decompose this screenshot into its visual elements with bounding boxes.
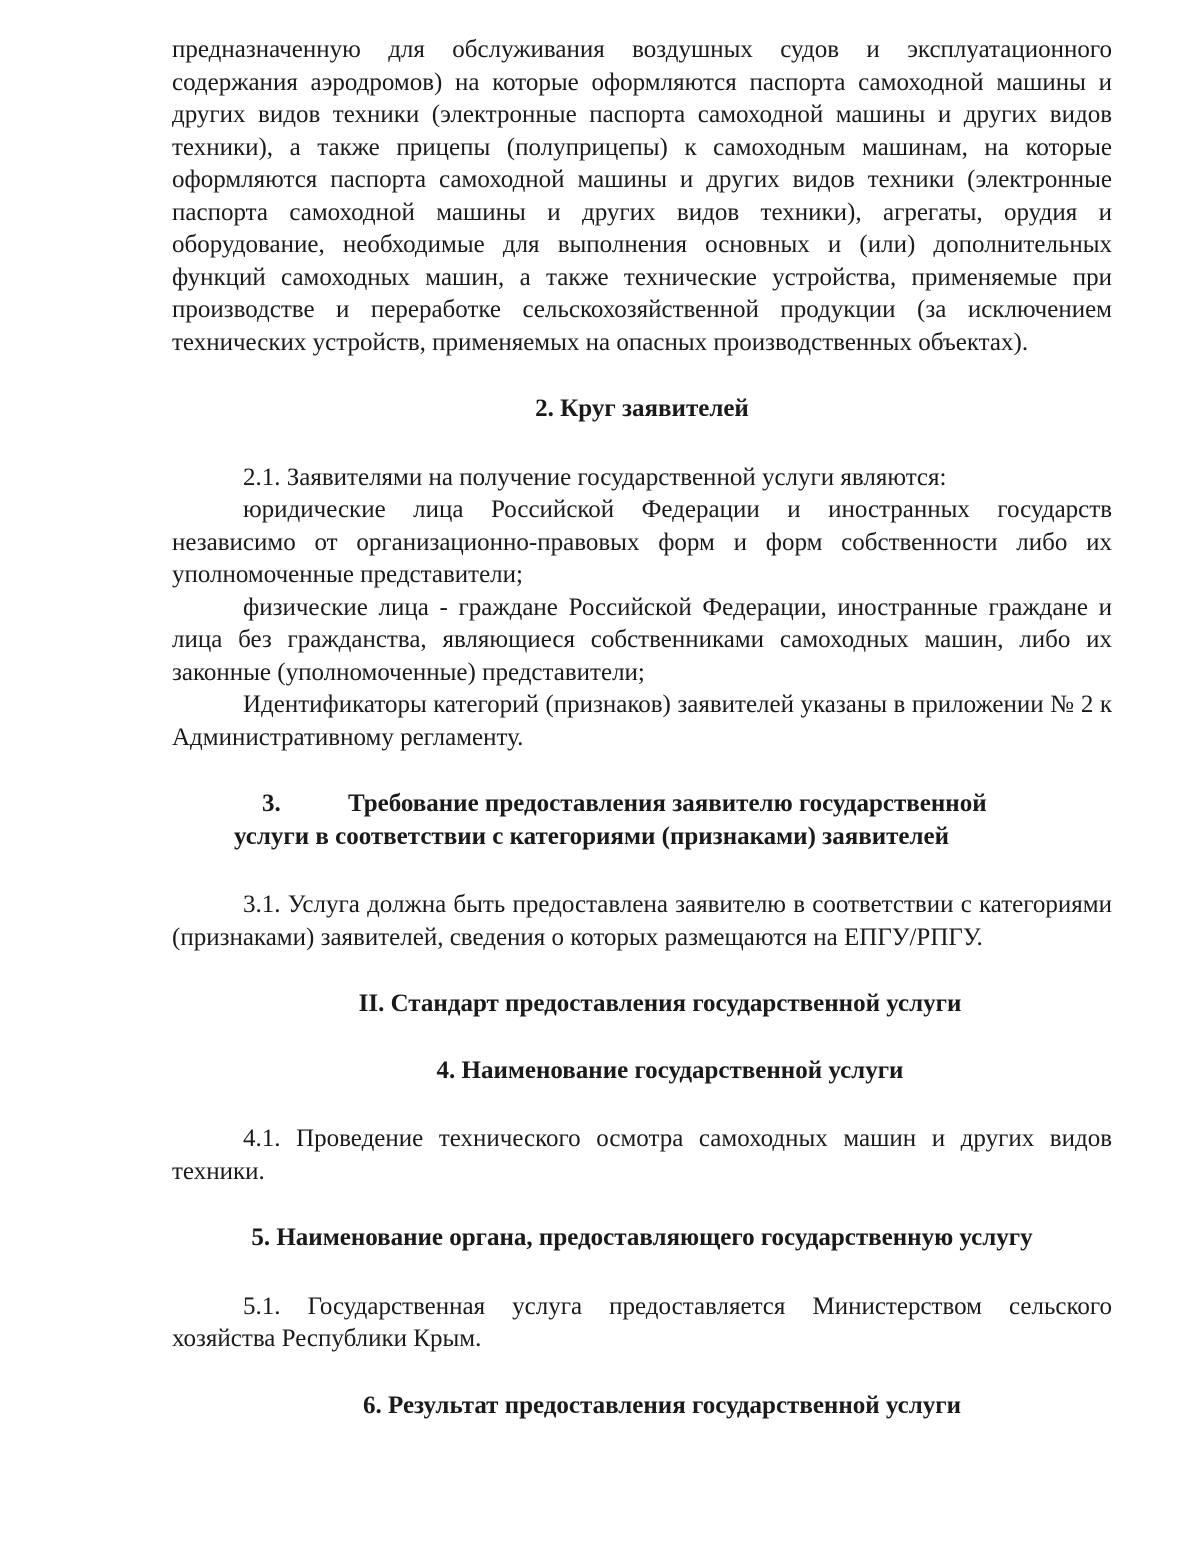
section-2-paragraph-3: физические лица - граждане Российской Федерации, иностранные граждане и лица без гражданства, являющиеся собственниками самоходных машин, либо их законные (уполномоченные) представители; [172,593,1112,686]
section-6-heading: 6. Результат предоставления государственной услуги [363,1391,961,1419]
section-3-heading-line-1: Требование предоставления заявителю государственной [348,790,987,817]
section-4-heading: 4. Наименование государственной услуги [436,1056,904,1084]
part-2-heading: II. Стандарт предоставления государственной услуги [358,990,962,1017]
section-2-heading: 2. Круг заявителей [535,395,749,422]
section-3-heading [172,788,1112,853]
section-3-heading-line-2: услуги в соответствии с категориями (признаками) заявителей [234,822,950,850]
section-3-heading-number: 3. [262,790,281,817]
section-4-paragraph-1: 4.1. Проведение технического осмотра самоходных машин и других видов техники. [172,1125,1112,1185]
section-2-paragraph-2: юридические лица Российской Федерации и иностранных государств независимо от организационно-правовых форм и форм собственности либо их уполномоченные представители; [172,496,1112,588]
section-5-paragraph-1: 5.1. Государственная услуга предоставляется Министерством сельского хозяйства Республики Крым. [172,1292,1112,1352]
section-2-paragraph-4: Идентификаторы категорий (признаков) заявителей указаны в приложении № 2 к Административному регламенту. [172,691,1112,751]
section-5-heading: 5. Наименование органа, предоставляющего государственную услугу [251,1224,1033,1251]
section-3-paragraph-1: 3.1. Услуга должна быть предоставлена заявителю в соответствии с категориями (признаками) заявителей, сведения о которых размещаются на ЕПГУ/РПГУ. [172,891,1112,951]
intro-paragraph: предназначенную для обслуживания воздушных судов и эксплуатационного содержания аэродромов) на которые оформляются паспорта самоходной машины и других видов техники (электронные паспорта самоходной машины и других видов техники), а также прицепы (полуприцепы) к самоходным машинам, на которые оформляются паспорта самоходной машины и других видов техники (электронные паспорта самоходной машины и других видов техники), агрегаты, орудия и оборудование, необходимые для выполнения основных и (или) дополнительных функций самоходных машин, а также технические устройства, применяемые при производстве и переработке сельскохозяйственной продукции (за исключением технических устройств, применяемых на опасных производственных объектах). [172,36,1112,356]
section-2-paragraph-1: 2.1. Заявителями на получение государственной услуги являются: [243,463,947,491]
section-2-body [172,462,1112,755]
document-page [172,34,1112,1422]
